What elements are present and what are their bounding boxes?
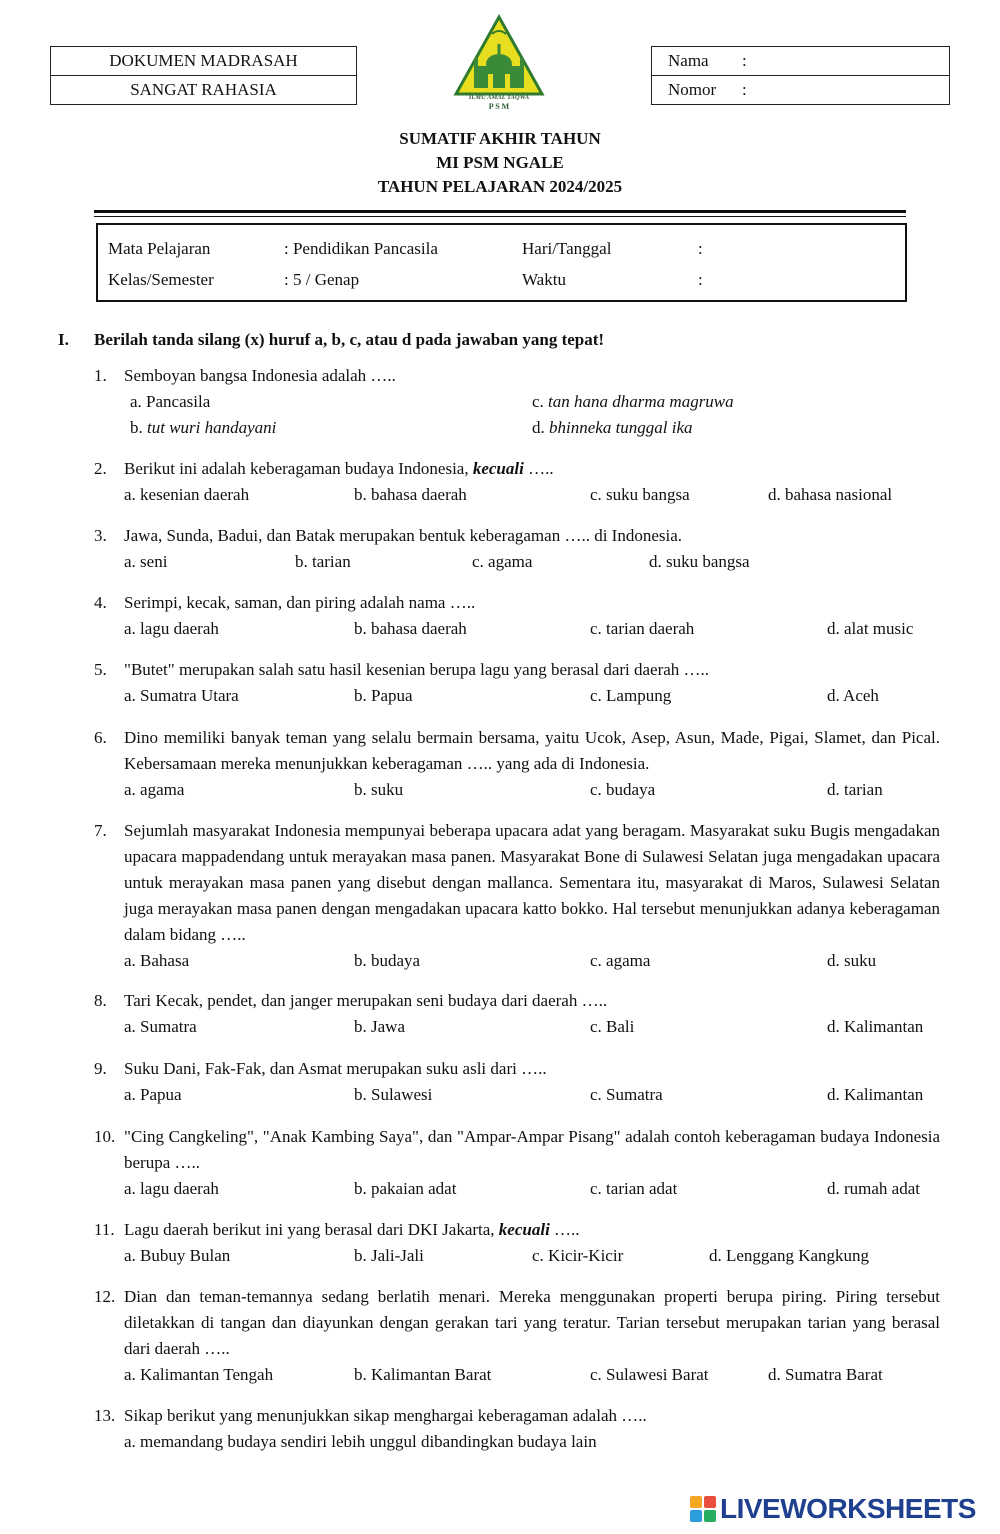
option-a[interactable]: a. lagu daerah (124, 1179, 219, 1198)
subject-label: Mata Pelajaran (108, 239, 211, 258)
option-c-text: tan hana dharma magruwa (548, 392, 734, 411)
question-number: 7. (94, 821, 107, 840)
question-number: 11. (94, 1220, 115, 1239)
option-d-letter: d. (532, 418, 549, 437)
school-logo (452, 14, 546, 112)
options-row (124, 683, 940, 709)
option-a[interactable]: a. kesenian daerah (124, 485, 250, 504)
question-stem: Semboyan bangsa Indonesia adalah ….. (124, 366, 396, 385)
time-label: Waktu (522, 270, 566, 289)
options-row (124, 389, 940, 415)
watermark-text: LIVEWORKSHEETS (720, 1493, 976, 1524)
option-c[interactable]: c. tarian daerah (590, 619, 695, 638)
option-d[interactable]: d. tarian (827, 780, 883, 799)
stem-ellipsis: ….. (549, 1220, 580, 1239)
question-number: 12. (94, 1287, 116, 1306)
question-number: 9. (94, 1059, 107, 1078)
option-d[interactable]: d. bahasa nasional (768, 485, 893, 504)
question-stem: Dino memiliki banyak teman yang selalu bermain bersama, yaitu Ucok, Asep, Asun, Made, Pigai, Slamet, dan Pical. Kebersamaan mereka menunjukkan keberagaman ….. yang ada di Indonesia. (124, 728, 940, 773)
title-rule-thin (94, 216, 906, 217)
option-a[interactable]: a. lagu daerah (124, 619, 219, 638)
option-a[interactable]: a. Sumatra Utara (124, 686, 239, 705)
option-b-letter: b. (130, 418, 147, 437)
option-b[interactable]: b. Sulawesi (354, 1085, 433, 1104)
question-number: 2. (94, 459, 107, 478)
question-number: 5. (94, 660, 107, 679)
option-c[interactable] (532, 389, 734, 415)
exam-info-box (96, 223, 907, 302)
options-row (124, 1362, 940, 1388)
option-a[interactable]: a. Sumatra (124, 1017, 197, 1036)
option-a[interactable]: a. Pancasila (130, 392, 211, 411)
option-d[interactable] (532, 415, 693, 441)
option-b[interactable]: b. bahasa daerah (354, 485, 467, 504)
question-stem (124, 456, 940, 482)
logo-square-3 (690, 1510, 702, 1522)
option-b[interactable]: b. suku (354, 780, 404, 799)
title-rule-thick (94, 210, 906, 213)
options-row (124, 1014, 940, 1040)
logo-initials: P S M (488, 102, 510, 111)
option-c[interactable]: c. tarian adat (590, 1179, 678, 1198)
section-instruction: Berilah tanda silang (x) huruf a, b, c, atau d pada jawaban yang tepat! (94, 330, 605, 349)
option-d[interactable]: d. Kalimantan (827, 1085, 924, 1104)
question-number: 8. (94, 991, 107, 1010)
option-d[interactable]: d. suku bangsa (649, 552, 750, 571)
option-b[interactable]: b. Jawa (354, 1017, 405, 1036)
secrecy-label: SANGAT RAHASIA (51, 75, 356, 103)
time-colon: : (698, 270, 703, 289)
option-d[interactable]: d. suku (827, 951, 877, 970)
name-colon: : (742, 51, 747, 70)
option-a[interactable]: a. Kalimantan Tengah (124, 1365, 274, 1384)
question-2 (94, 456, 940, 508)
options-row (124, 482, 940, 508)
name-label: Nama (668, 51, 709, 70)
options-row (124, 415, 940, 441)
question-stem: Tari Kecak, pendet, dan janger merupakan seni budaya dari daerah ….. (124, 991, 608, 1010)
question-5 (94, 657, 940, 709)
option-c[interactable]: c. suku bangsa (590, 485, 690, 504)
option-d[interactable]: d. alat music (827, 619, 914, 638)
question-stem: Serimpi, kecak, saman, dan piring adalah nama ….. (124, 593, 476, 612)
option-d[interactable]: d. Lenggang Kangkung (709, 1246, 870, 1265)
option-c[interactable]: c. Sumatra (590, 1085, 663, 1104)
option-b[interactable]: b. budaya (354, 951, 421, 970)
options-row (124, 1082, 940, 1108)
question-3 (94, 523, 940, 575)
options-row (124, 1176, 940, 1202)
question-stem (124, 1217, 940, 1243)
question-1 (94, 363, 940, 441)
date-label: Hari/Tanggal (522, 239, 612, 258)
question-13 (94, 1403, 940, 1455)
option-c[interactable]: c. Bali (590, 1017, 635, 1036)
question-number: 13. (94, 1406, 116, 1425)
option-c-letter: c. (532, 392, 549, 411)
option-a[interactable]: a. seni (124, 552, 168, 571)
section-number: I. (58, 330, 69, 349)
question-stem: Suku Dani, Fak-Fak, dan Asmat merupakan suku asli dari ….. (124, 1059, 547, 1078)
document-label: DOKUMEN MADRASAH (109, 51, 298, 70)
option-d[interactable]: d. rumah adat (827, 1179, 920, 1198)
question-9 (94, 1056, 940, 1108)
question-10 (94, 1124, 940, 1202)
option-b[interactable]: b. Jali-Jali (354, 1246, 424, 1265)
stem-text: Berikut ini adalah keberagaman budaya Indonesia, (124, 459, 473, 478)
date-colon: : (698, 239, 703, 258)
class-value: : 5 / Genap (284, 270, 360, 289)
logo-square-1 (690, 1496, 702, 1508)
question-stem: Dian dan teman-temannya sedang berlatih menari. Mereka menggunakan properti berupa piring. Piring tersebut diletakkan di tangan dan diayunkan dengan gerakan tari yang teratur. Tarian tersebut merupakan tarian yang berasal dari daerah ….. (124, 1287, 940, 1358)
option-d[interactable]: d. Kalimantan (827, 1017, 924, 1036)
option-a[interactable]: a. Papua (124, 1085, 182, 1104)
option-c[interactable]: c. agama (472, 552, 533, 571)
question-stem: "Cing Cangkeling", "Anak Kambing Saya", dan "Ampar-Ampar Pisang" adalah contoh keberagaman budaya Indonesia berupa ….. (124, 1127, 940, 1172)
school-name: MI PSM NGALE (436, 153, 564, 172)
question-4 (94, 590, 940, 642)
question-7 (94, 818, 940, 974)
question-8 (94, 988, 940, 1040)
option-b[interactable] (130, 415, 276, 441)
stem-emphasis: kecuali (472, 459, 524, 478)
option-b[interactable]: b. pakaian adat (354, 1179, 457, 1198)
academic-year: TAHUN PELAJARAN 2024/2025 (377, 177, 623, 196)
option-b[interactable]: b. Papua (354, 686, 413, 705)
option-b[interactable]: b. tarian (295, 552, 351, 571)
options-row (124, 1429, 940, 1455)
option-c[interactable]: c. Sulawesi Barat (590, 1365, 709, 1384)
question-stem: Sikap berikut yang menunjukkan sikap menghargai keberagaman adalah ….. (124, 1406, 647, 1425)
option-a[interactable]: a. agama (124, 780, 185, 799)
name-row (652, 47, 949, 75)
option-c[interactable]: c. Kicir-Kicir (532, 1246, 624, 1265)
stem-ellipsis: ….. (523, 459, 554, 478)
question-stem: Jawa, Sunda, Badui, dan Batak merupakan bentuk keberagaman ….. di Indonesia. (124, 526, 683, 545)
stem-text: Lagu daerah berikut ini yang berasal dari DKI Jakarta, (124, 1220, 499, 1239)
option-c[interactable]: c. budaya (590, 780, 656, 799)
logo-square-4 (704, 1510, 716, 1522)
options-row (124, 948, 940, 974)
option-a[interactable]: a. memandang budaya sendiri lebih unggul dibandingkan budaya lain (124, 1432, 597, 1451)
logo-ribbon-text: ILMU AMAL TAQWA (468, 94, 530, 101)
option-a[interactable]: a. Bubuy Bulan (124, 1246, 231, 1265)
option-c[interactable]: c. Lampung (590, 686, 672, 705)
option-d[interactable]: d. Aceh (827, 686, 879, 705)
question-number: 4. (94, 593, 107, 612)
question-11 (94, 1217, 940, 1269)
document-classification-box (50, 46, 357, 105)
option-b[interactable]: b. bahasa daerah (354, 619, 467, 638)
options-row (124, 1243, 940, 1269)
class-label: Kelas/Semester (108, 270, 214, 289)
logo-square-2 (704, 1496, 716, 1508)
option-b-text: tut wuri handayani (147, 418, 277, 437)
option-b[interactable]: b. Kalimantan Barat (354, 1365, 492, 1384)
options-row (124, 777, 940, 803)
question-stem: Sejumlah masyarakat Indonesia mempunyai beberapa upacara adat yang beragam. Masyarakat suku Bugis mengadakan upacara mappadendang untuk merayakan masa panen. Masyarakat Bone di Sulawesi Selatan juga mengadakan upacara untuk merayakan masa panen yang disebut dengan mallanca. Sementara itu, masyarakat di Maros, Sulawesi Selatan juga merayakan masa panen dengan mengadakan upacara katto bokko. Hal tersebut menunjukkan adanya keberagaman dalam bidang ….. (124, 821, 940, 944)
number-colon: : (742, 80, 747, 99)
exam-title: SUMATIF AKHIR TAHUN (399, 129, 601, 148)
question-number: 10. (94, 1127, 116, 1146)
liveworksheets-logo-icon (690, 1496, 716, 1522)
number-label: Nomor (668, 80, 717, 99)
stem-emphasis: kecuali (498, 1220, 550, 1239)
options-row (124, 549, 940, 575)
question-number: 3. (94, 526, 107, 545)
option-d-text: bhinneka tunggal ika (549, 418, 693, 437)
option-d[interactable]: d. Sumatra Barat (768, 1365, 883, 1384)
question-number: 6. (94, 728, 107, 747)
question-12 (94, 1284, 940, 1388)
question-stem: "Butet" merupakan salah satu hasil kesenian berupa lagu yang berasal dari daerah ….. (124, 660, 710, 679)
question-6 (94, 725, 940, 803)
options-row (124, 616, 940, 642)
number-row (652, 75, 949, 103)
liveworksheets-watermark (690, 1494, 976, 1524)
option-c[interactable]: c. agama (590, 951, 651, 970)
subject-value: : Pendidikan Pancasila (284, 239, 438, 258)
student-identity-box (651, 46, 950, 105)
option-a[interactable]: a. Bahasa (124, 951, 190, 970)
question-number: 1. (94, 366, 107, 385)
